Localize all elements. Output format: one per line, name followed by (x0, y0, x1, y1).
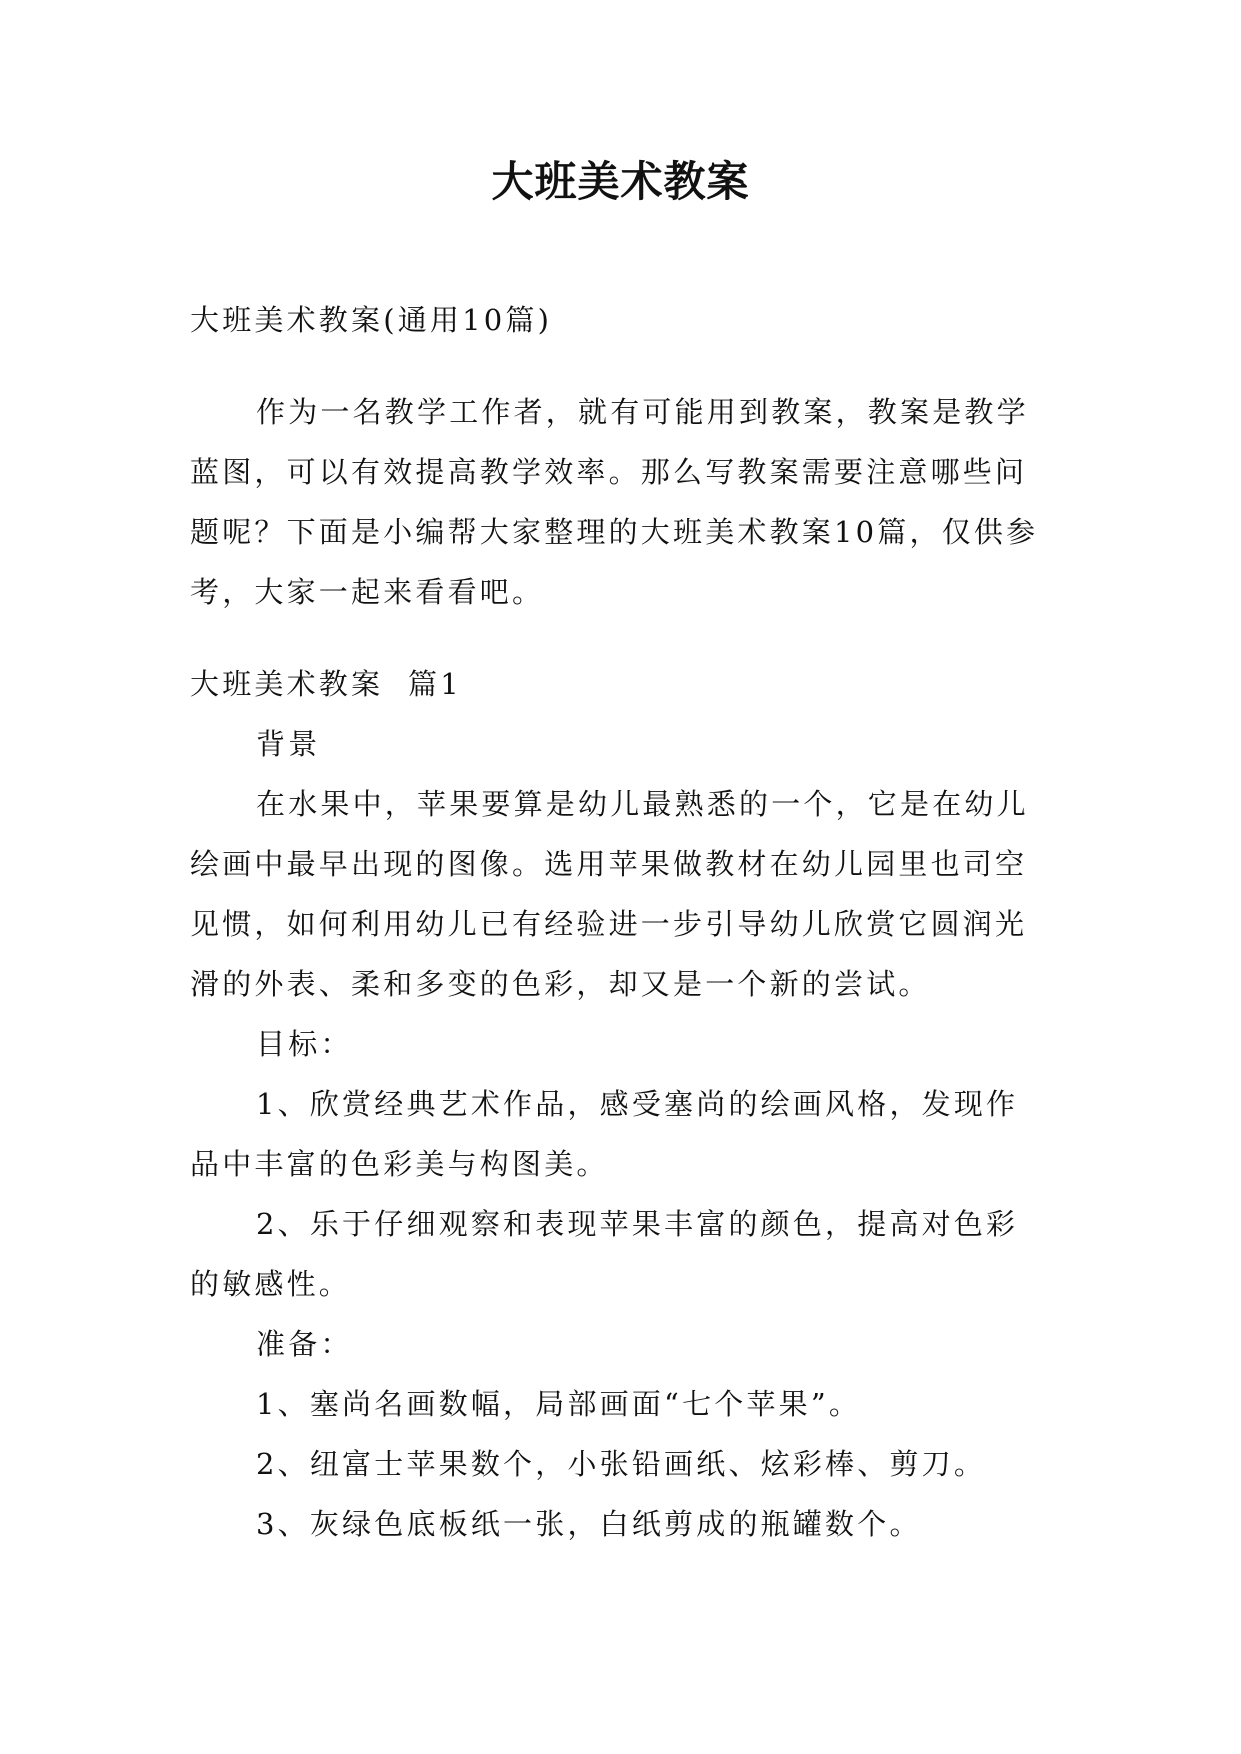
prep-item-2: 2、纽富士苹果数个，小张铅画纸、炫彩棒、剪刀。 (256, 1447, 987, 1481)
document-body (190, 290, 1050, 1554)
prep-label: 准备： (256, 1327, 353, 1361)
spacer (190, 622, 1050, 654)
background-label: 背景 (256, 727, 321, 761)
section-heading: 大班美术教案 篇1 (190, 667, 462, 701)
background-paragraph: 在水果中，苹果要算是幼儿最熟悉的一个，它是在幼儿绘画中最早出现的图像。选用苹果做教材在幼儿园里也司空见惯，如何利用幼儿已有经验进一步引导幼儿欣赏它圆润光滑的外表、柔和多变的色彩，却又是一个新的尝试。 (190, 787, 1029, 1001)
prep-item-1: 1、塞尚名画数幅，局部画面“七个苹果”。 (256, 1387, 862, 1421)
goal-item-1: 1、欣赏经典艺术作品，感受塞尚的绘画风格，发现作品中丰富的色彩美与构图美。 (190, 1087, 1019, 1181)
intro-paragraph: 作为一名教学工作者，就有可能用到教案，教案是教学蓝图，可以有效提高教学效率。那么写教案需要注意哪些问题呢？下面是小编帮大家整理的大班美术教案10篇，仅供参考，大家一起来看看吧。 (190, 395, 1039, 609)
goals-label: 目标： (256, 1027, 353, 1061)
prep-item-3: 3、灰绿色底板纸一张，白纸剪成的瓶罐数个。 (256, 1507, 922, 1541)
goal-item-2: 2、乐于仔细观察和表现苹果丰富的颜色，提高对色彩的敏感性。 (190, 1207, 1019, 1301)
spacer (190, 350, 1050, 382)
document-title: 大班美术教案 (491, 157, 750, 206)
document-subtitle: 大班美术教案(通用10篇) (190, 303, 553, 337)
